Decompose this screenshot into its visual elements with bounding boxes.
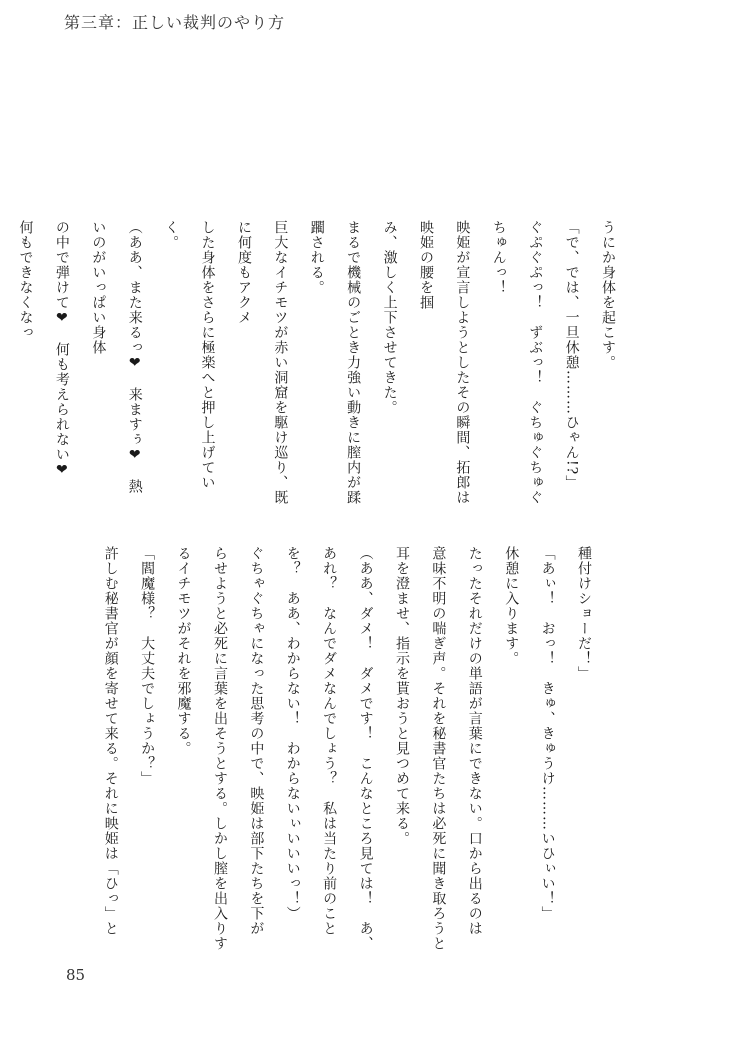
text-line: 種付けショーだ！」 (576, 546, 592, 681)
text-line: 意味不明の喘ぎ声。それを秘書官たちは必死に聞き取ろうと (430, 546, 447, 951)
text-line: あれ？ なんでダメなんでしょう？ 私は当たり前のこと (321, 546, 338, 936)
text-line: ぐちゃぐちゃになった思考の中で、映姫は部下たちを下が (248, 546, 265, 936)
text-line: 「あぃ！ おっ！ きゅ、きゅうけ………いひぃい！」 (539, 546, 556, 921)
text-line: まるで機械のごとき力強い動きに膣内が蹂躙される。 (308, 220, 362, 505)
text-line: ぐぷぐぷっ！ ずぶっ！ ぐちゅぐちゅぐちゅんっ！ (490, 220, 544, 505)
text-line: るイチモツがそれを邪魔する。 (175, 546, 192, 756)
lower-text-block (84, 546, 602, 978)
text-line: 巨大なイチモツが赤い洞窟を駆け巡り、既に何度もアクメ (235, 220, 289, 505)
text-line: （ああ、また来るっ❤ 来ますぅ❤ 熱いのがいっぱい身体 (90, 220, 143, 494)
text-line: 映姫が宣言しようとしたその瞬間、拓郎は映姫の腰を掴 (417, 220, 471, 505)
text-line: たったそれだけの単語が言葉にできない。口から出るのは (466, 546, 483, 936)
text-line: らせようと必死に言葉を出そうとする。しかし膣を出入りす (211, 546, 228, 951)
text-line: の中で弾けて❤ 何も考えられない❤ 何もできなくなっ (17, 220, 70, 494)
text-line: 「閻魔様？ 大丈夫でしょうか？」 (139, 546, 156, 786)
text-line: み、激しく上下させてきた。 (381, 220, 398, 415)
page-number: 85 (66, 966, 86, 984)
text-line: を？ ああ、わからない！ わからないぃいいいっ！） (284, 546, 301, 921)
text-line: うにか身体を起こす。 (600, 220, 616, 370)
text-line: 耳を澄ませ、指示を貰おうと見つめて来る。 (393, 546, 410, 846)
text-line: （ああ、ダメ！ ダメです！ こんなところ見ては！ あ、 (357, 546, 374, 951)
text-line (0, 220, 7, 505)
text-line: 許しむ秘書官が顔を寄せて来る。それに映姫は「ひっ」と (102, 546, 119, 936)
upper-text-block (17, 220, 626, 505)
text-line: 休憩に入ります。 (503, 546, 520, 666)
text-line: 「で、では、一旦休憩………ひゃん!?」 (563, 220, 580, 491)
text-line: した身体をさらに極楽へと押し上げていく。 (163, 220, 216, 490)
chapter-header: 第三章：正しい裁判のやり方 (64, 13, 286, 32)
